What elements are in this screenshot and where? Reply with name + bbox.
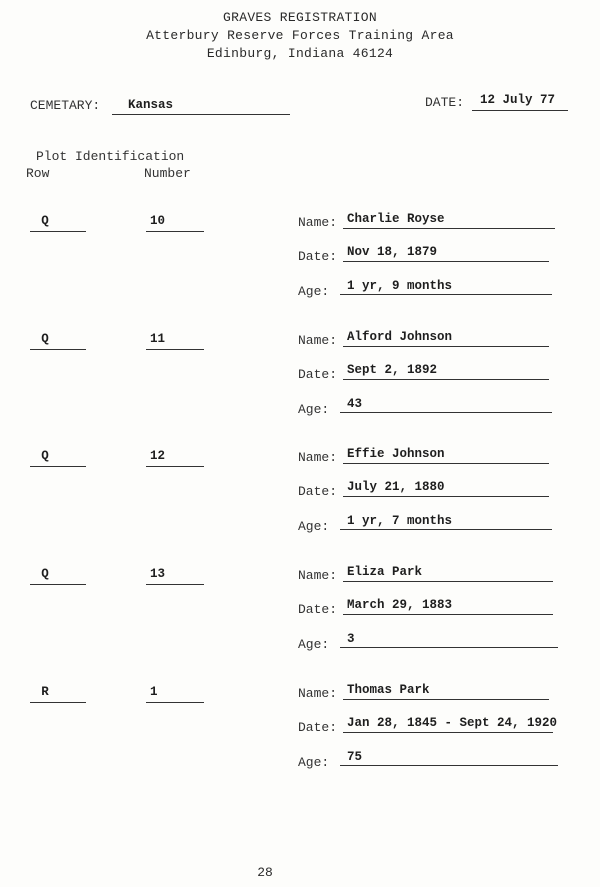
plot-row-underline bbox=[30, 584, 86, 585]
form-address: Edinburg, Indiana 46124 bbox=[206, 46, 394, 61]
name-value: Alford Johnson bbox=[347, 330, 453, 344]
plot-row-value: R bbox=[41, 685, 49, 699]
date-value: 12 July 77 bbox=[480, 93, 556, 107]
age-value: 75 bbox=[347, 750, 363, 764]
plot-number-underline bbox=[146, 349, 204, 350]
age-label: Age: bbox=[298, 284, 330, 299]
age-value: 3 bbox=[347, 632, 355, 646]
age-underline bbox=[340, 294, 552, 295]
name-underline bbox=[343, 228, 555, 229]
plot-row-value: Q bbox=[41, 449, 49, 463]
plot-row-underline bbox=[30, 349, 86, 350]
date-label: DATE: bbox=[425, 95, 465, 110]
plot-row-underline bbox=[30, 702, 86, 703]
name-label: Name: bbox=[298, 568, 338, 583]
date-field-underline bbox=[343, 732, 553, 733]
date-field-value: Jan 28, 1845 - Sept 24, 1920 bbox=[347, 716, 558, 730]
date-underline bbox=[472, 110, 568, 111]
name-label: Name: bbox=[298, 686, 338, 701]
date-field-underline bbox=[343, 379, 549, 380]
date-field-label: Date: bbox=[298, 602, 338, 617]
date-field-underline bbox=[343, 261, 549, 262]
plot-number-underline bbox=[146, 231, 204, 232]
cemetery-label: CEMETARY: bbox=[30, 98, 101, 113]
date-field-underline bbox=[343, 614, 553, 615]
name-value: Eliza Park bbox=[347, 565, 423, 579]
date-field-value: July 21, 1880 bbox=[347, 480, 445, 494]
form-subtitle: Atterbury Reserve Forces Training Area bbox=[146, 28, 454, 43]
age-label: Age: bbox=[298, 402, 330, 417]
name-underline bbox=[343, 581, 553, 582]
plot-number-underline bbox=[146, 466, 204, 467]
date-field-label: Date: bbox=[298, 249, 338, 264]
date-field-label: Date: bbox=[298, 367, 338, 382]
age-underline bbox=[340, 647, 558, 648]
plot-heading: Plot Identification bbox=[36, 149, 185, 164]
age-underline bbox=[340, 765, 558, 766]
age-underline bbox=[340, 412, 552, 413]
plot-row-value: Q bbox=[41, 567, 49, 581]
plot-number-underline bbox=[146, 702, 204, 703]
plot-number-underline bbox=[146, 584, 204, 585]
plot-number-value: 10 bbox=[150, 214, 166, 228]
number-column-label: Number bbox=[144, 166, 191, 181]
age-label: Age: bbox=[298, 519, 330, 534]
plot-number-value: 11 bbox=[150, 332, 166, 346]
plot-number-value: 1 bbox=[150, 685, 158, 699]
date-field-label: Date: bbox=[298, 484, 338, 499]
plot-row-underline bbox=[30, 466, 86, 467]
date-field-value: Sept 2, 1892 bbox=[347, 363, 438, 377]
age-label: Age: bbox=[298, 755, 330, 770]
plot-row-value: Q bbox=[41, 332, 49, 346]
name-value: Charlie Royse bbox=[347, 212, 445, 226]
name-value: Thomas Park bbox=[347, 683, 430, 697]
date-field-value: March 29, 1883 bbox=[347, 598, 453, 612]
age-underline bbox=[340, 529, 552, 530]
plot-row-value: Q bbox=[41, 214, 49, 228]
age-label: Age: bbox=[298, 637, 330, 652]
age-value: 1 yr, 9 months bbox=[347, 279, 453, 293]
cemetery-value: Kansas bbox=[128, 98, 174, 112]
name-value: Effie Johnson bbox=[347, 447, 445, 461]
name-underline bbox=[343, 699, 549, 700]
age-value: 43 bbox=[347, 397, 363, 411]
cemetery-underline bbox=[112, 114, 290, 115]
plot-number-value: 13 bbox=[150, 567, 166, 581]
plot-number-value: 12 bbox=[150, 449, 166, 463]
age-value: 1 yr, 7 months bbox=[347, 514, 453, 528]
row-column-label: Row bbox=[26, 166, 50, 181]
form-title: GRAVES REGISTRATION bbox=[223, 10, 377, 25]
date-field-value: Nov 18, 1879 bbox=[347, 245, 438, 259]
plot-row-underline bbox=[30, 231, 86, 232]
name-underline bbox=[343, 463, 549, 464]
name-label: Name: bbox=[298, 450, 338, 465]
date-field-underline bbox=[343, 496, 549, 497]
date-field-label: Date: bbox=[298, 720, 338, 735]
page-number: 28 bbox=[257, 865, 273, 880]
name-underline bbox=[343, 346, 549, 347]
name-label: Name: bbox=[298, 215, 338, 230]
name-label: Name: bbox=[298, 333, 338, 348]
